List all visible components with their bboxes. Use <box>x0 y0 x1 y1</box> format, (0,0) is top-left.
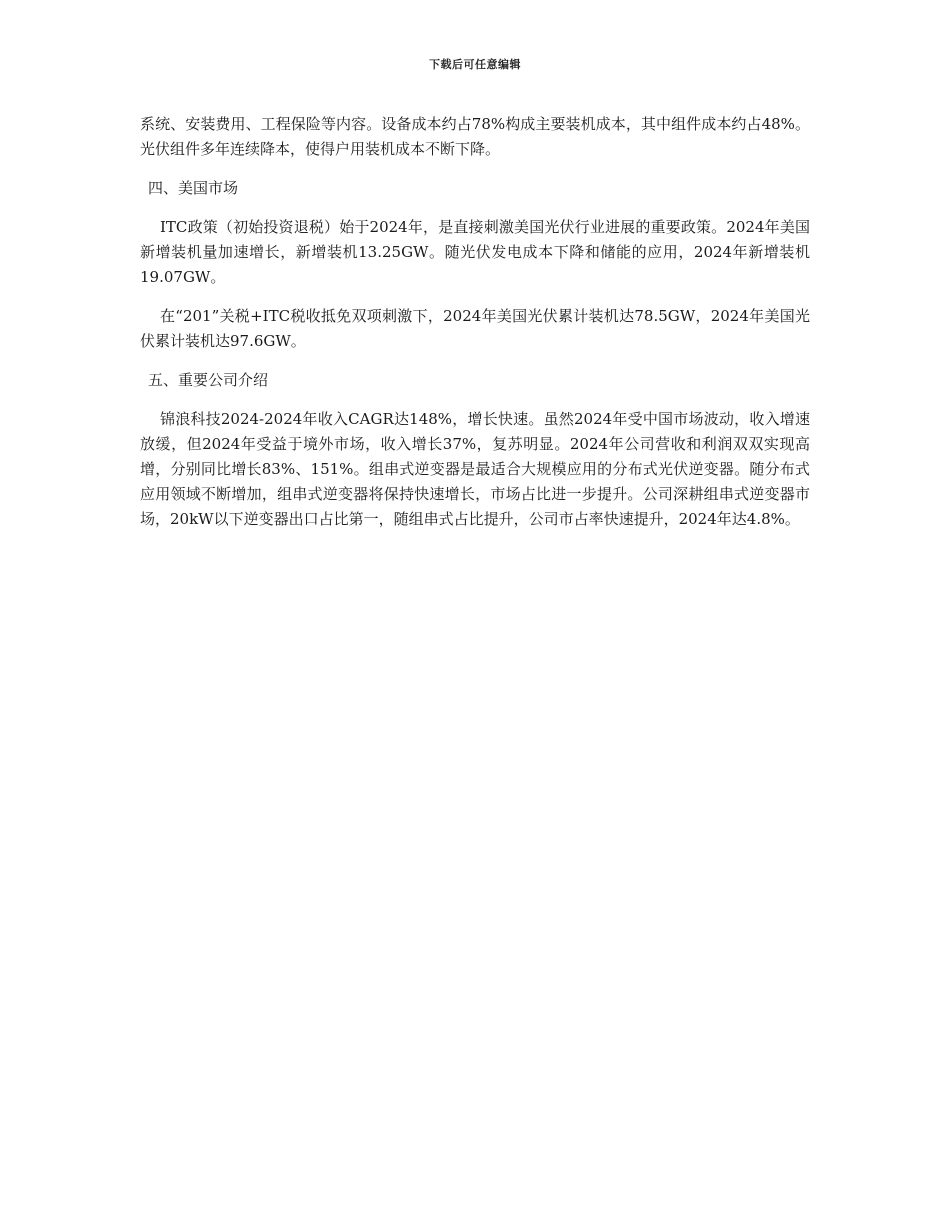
paragraph-installation-cost: 系统、安装费用、工程保险等内容。设备成本约占78%构成主要装机成本，其中组件成本约占48%。光伏组件多年连续降本，使得户用装机成本不断下降。 <box>140 115 810 158</box>
paragraph-company-ginlong: 锦浪科技2024-2024年收入CAGR达148%，增长快速。虽然2024年受中国市场波动，收入增速放缓，但2024年受益于境外市场，收入增长37%，复苏明显。2024年公司营收和利润双双实现高增，分别同比增长83%、151%。组串式逆变器是最适合大规模应用的分布式光伏逆变器。随分布式应用领域不断增加，组串式逆变器将保持快速增长，市场占比进一步提升。公司深耕组串式逆变器市场，20kW以下逆变器出口占比第一，随组串式占比提升，公司市占率快速提升，2024年达4.8%。 <box>140 410 810 528</box>
page-header: 下载后可任意编辑 <box>429 58 521 71</box>
section-heading-companies: 五、重要公司介绍 <box>148 371 269 389</box>
paragraph-itc-policy: ITC政策（初始投资退税）始于2024年，是直接刺激美国光伏行业进展的重要政策。2024年美国新增装机量加速增长，新增装机13.25GW。随光伏发电成本下降和储能的应用，2024年新增装机19.07GW。 <box>140 218 810 286</box>
document-body <box>140 112 810 546</box>
paragraph-tariff-stimulus: 在“201”关税+ITC税收抵免双项刺激下，2024年美国光伏累计装机达78.5GW，2024年美国光伏累计装机达97.6GW。 <box>140 307 810 350</box>
section-heading-us-market: 四、美国市场 <box>148 179 239 197</box>
